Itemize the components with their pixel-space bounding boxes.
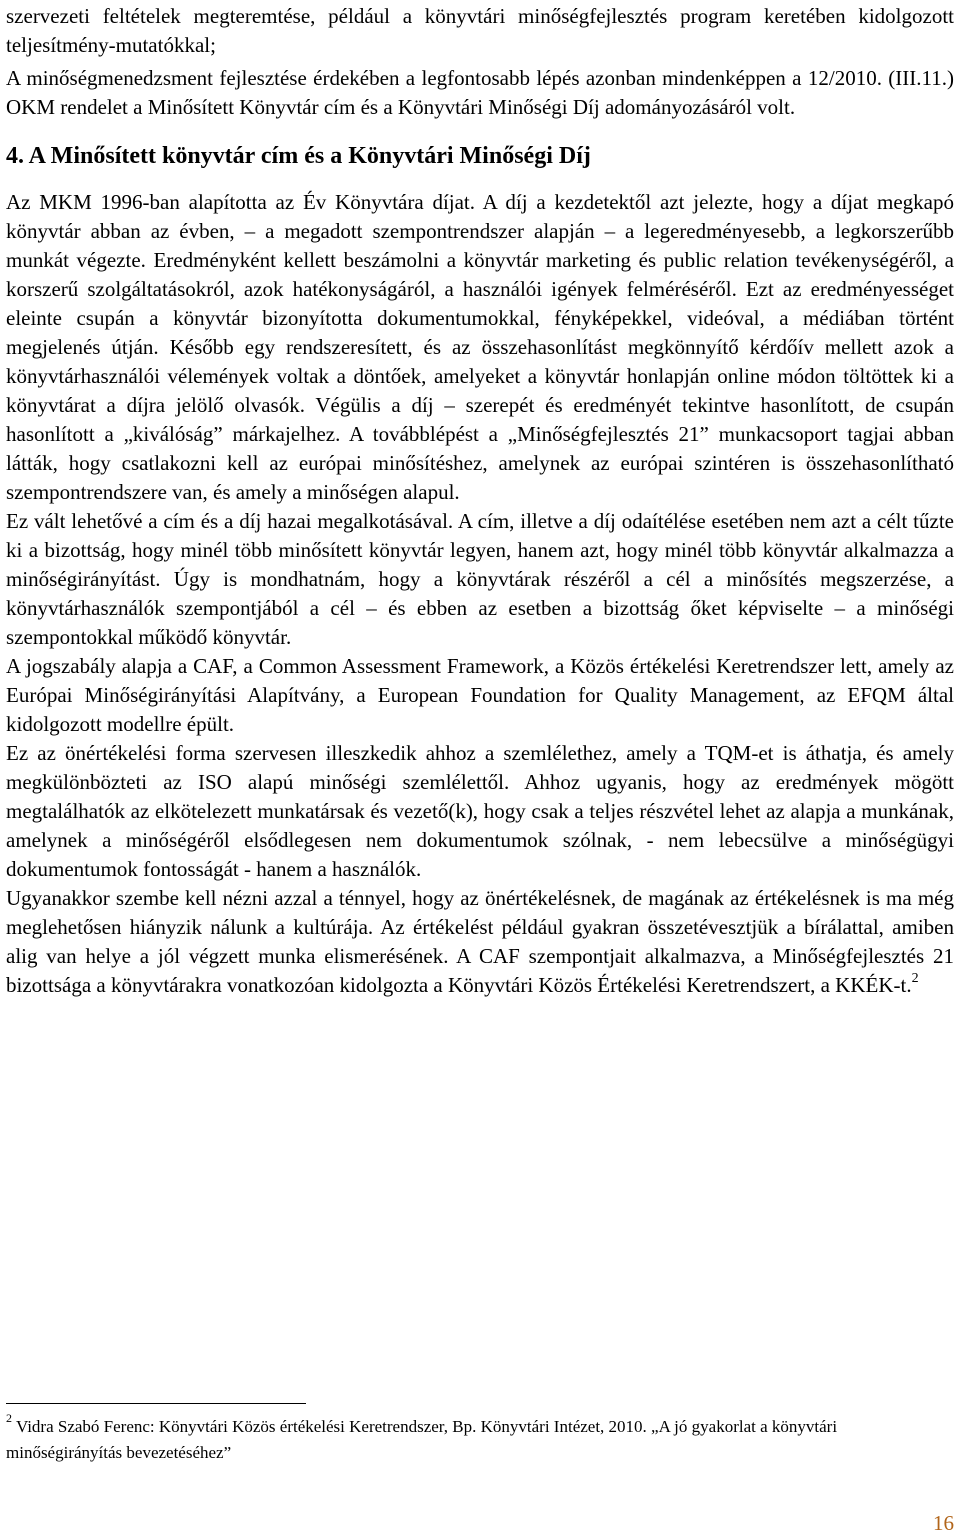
section-heading: 4. A Minősített könyvtár cím és a Könyvtári Minőségi Díj — [6, 143, 591, 169]
page-body — [6, 2, 954, 1000]
paragraph-evaluation-culture-text: Ugyanakkor szembe kell nézni azzal a ténnyel, hogy az önértékelésnek, de magának az értékelésnek is ma még meglehetősen hiányzik nálunk a kultúrája. Az értékelést például gyakran összetévesztjük a bírálattal, amiben alig van helye a jól végzett munka elismerésének. A CAF szempontjait alkalmazva, a Minőségfejlesztés 21 bizottsága a könyvtárakra vonatkozóan kidolgozta a Könyvtári Közös Értékelési Keretrendszert, a KKÉK-t. — [6, 886, 954, 997]
paragraph-intro-fragment: szervezeti feltételek megteremtése, például a könyvtári minőségfejlesztés program keretében kidolgozott teljesítmény-mutatókkal; — [6, 4, 954, 57]
paragraph-award-purpose: Ez vált lehetővé a cím és a díj hazai megalkotásával. A cím, illetve a díj odaítélése esetében nem azt a célt tűzte ki a bizottság, hogy minél több minősített könyvtár legyen, hanem azt, hogy minél több könyvtár alkalmazza a minőségirányítást. Úgy is mondhatnám, hogy a könyvtárak részéről a cél a minősítés megszerzése, a könyvtárhasználók szempontjából a cél – és ebben az esetben a bizottság őket képviselte – a minőségi szempontokkal működő könyvtár. — [6, 509, 954, 649]
footnote — [6, 1411, 954, 1466]
paragraph-evaluation-culture — [6, 884, 954, 1000]
paragraph-caf-basis: A jogszabály alapja a CAF, a Common Assessment Framework, a Közös értékelési Keretrendszer lett, amely az Európai Minőségirányítási Alapítvány, a European Foundation for Quality Management, az EFQM által kidolgozott modellre épült. — [6, 654, 954, 736]
page-number: 16 — [933, 1511, 954, 1535]
footnote-text: Vidra Szabó Ferenc: Könyvtári Közös értékelési Keretrendszer, Bp. Könyvtári Intézet, 2010. „A jó gyakorlat a könyvtári minőségirányítás bevezetéséhez” — [6, 1417, 838, 1462]
paragraph-self-assessment: Ez az önértékelési forma szervesen illeszkedik ahhoz a szemlélethez, amely a TQM-et is áthatja, és amely megkülönbözteti az ISO alapú minőségi szemlélettől. Ahhoz ugyanis, hogy az eredmények mögött megtalálhatók az elkötelezett munkatársak és vezető(k), hogy csak a teljes részvétel lehet az alapja a munkának, amelynek a minőségéről elsődlegesen nem dokumentumok szólnak, - nem lebecsülve a minőségügyi dokumentumok fontosságát - hanem a használók. — [6, 741, 954, 881]
paragraph-award-history: Az MKM 1996-ban alapította az Év Könyvtára díjat. A díj a kezdetektől azt jelezte, hogy a díjat megkapó könyvtár abban az évben, – a megadott szempontrendszer alapján – a legeredményesebb, a legkorszerűbb munkát végezte. Eredményként kellett beszámolni a könyvtár marketing és public relation tevékenységéről, a korszerű szolgáltatásokról, azok hatékonyságáról, a használói igények felméréséről. Ezt az eredményességet eleinte csupán a könyvtár bizonyította dokumentumokkal, fényképekkel, videóval, a médiában történt megjelenés útján. Később egy rendszeresített, és az összehasonlítást megkönnyítő kérdőív mellett azok a könyvtárhasználói vélemények voltak a döntőek, amelyeket a könyvtár honlapján online módon töltöttek ki a könyvtárat a díjra jelölő olvasók. Végülis a díj – szerepét és eredményét tekintve hasonlított, de csupán hasonlított a „kiválóság” márkajelhez. A továbblépést a „Minőségfejlesztés 21” munkacsoport tagjai abban látták, hogy csatlakozni kell az európai minősítéshez, amelynek az európai szintéren is összehasonlítható szempontrendszere van, és amely a minőségen alapul. — [6, 190, 954, 504]
footnote-divider — [6, 1403, 306, 1404]
footnote-reference[interactable]: 2 — [911, 971, 919, 986]
paragraph-regulation: A minőségmenedzsment fejlesztése érdekében a legfontosabb lépés azonban mindenképpen a 12/2010. (III.11.) OKM rendelet a Minősített Könyvtár cím és a Könyvtári Minőségi Díj adományozásáról volt. — [6, 66, 954, 119]
footnote-marker: 2 — [6, 1411, 12, 1426]
